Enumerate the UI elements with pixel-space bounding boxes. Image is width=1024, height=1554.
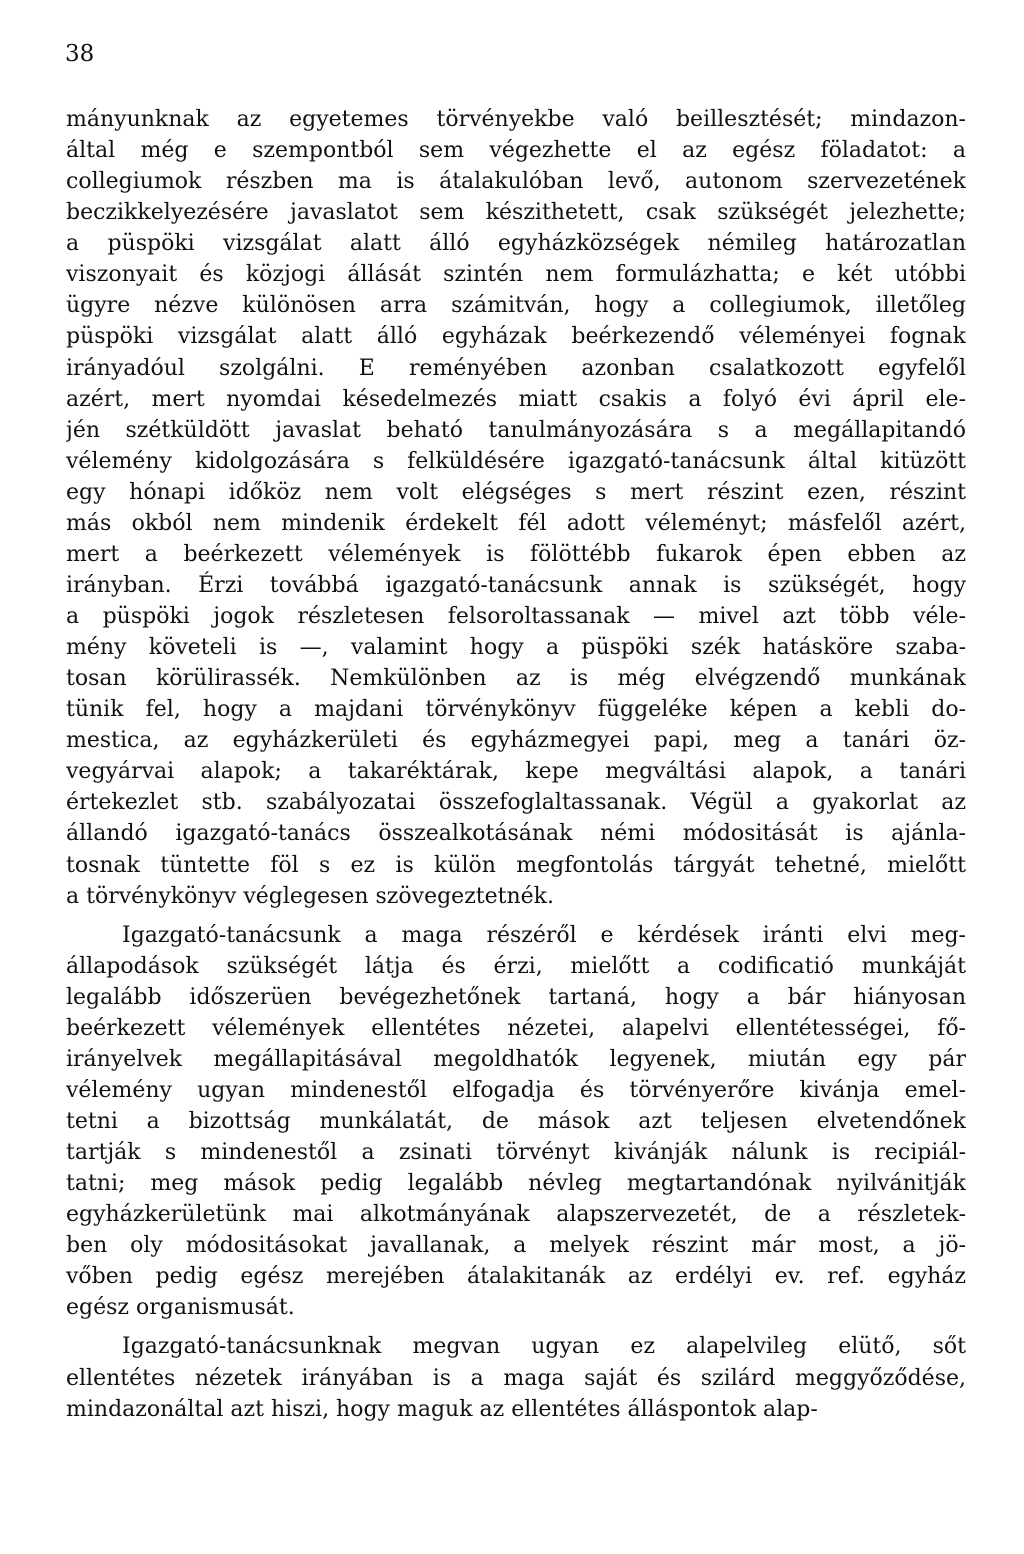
text-line: mestica, az egyházkerületi és egyházmegyei papi, meg a tanári öz- — [66, 728, 966, 754]
text-line: mányunknak az egyetemes törvényekbe való beillesztését; mindazon- — [66, 107, 966, 132]
paragraph-gap — [66, 1323, 966, 1331]
text-line: a törvénykönyv véglegesen szövegeztetnék. — [66, 883, 554, 909]
text-line: mert a beérkezett vélemények is fölöttébb fukarok épen ebben az — [66, 541, 966, 567]
text-line: más okból nem mindenik érdekelt fél adott véleményt; másfelől azért, — [66, 510, 966, 536]
text-line: püspöki vizsgálat alatt álló egyházak beérkezendő véleményei fognak — [66, 324, 966, 350]
text-line: egész organismusát. — [66, 1295, 295, 1321]
text-line: legalább időszerüen bevégezhetőnek tartaná, hogy a bár hiányosan — [66, 984, 966, 1010]
paragraph — [66, 1331, 966, 1424]
text-line: irányelvek megállapitásával megoldhatók legyenek, miután egy pár — [66, 1046, 966, 1072]
text-line: tünik fel, hogy a majdani törvénykönyv függeléke képen a kebli do- — [66, 697, 966, 723]
text-line: azért, mert nyomdai késedelmezés miatt csakis a folyó évi ápril ele- — [66, 386, 966, 412]
text-line: tosan körülirassék. Nemkülönben az is még elvégzendő munkának — [66, 666, 966, 692]
text-line: viszonyait és közjogi állását szintén nem formulázhatta; e két utóbbi — [66, 262, 966, 288]
text-line: mindazonáltal azt hiszi, hogy maguk az ellentétes álláspontok alap- — [66, 1396, 818, 1422]
text-line: irányadóul szolgálni. E reményében azonban csalatkozott egyfelől — [66, 355, 966, 381]
text-line: beczikkelyezésére javaslatot sem készithetett, csak szükségét jelezhette; — [66, 200, 966, 226]
text-line: állapodások szükségét látja és érzi, mielőtt a codificatió munkáját — [66, 953, 966, 979]
page-number: 38 — [65, 41, 95, 67]
text-line: vélemény kidolgozására s felküldésére igazgató-tanácsunk által kitüzött — [66, 448, 966, 474]
text-line: értekezlet stb. szabályozatai összefoglaltassanak. Végül a gyakorlat az — [66, 790, 966, 816]
text-line: ügyre nézve különösen arra számitván, hogy a collegiumok, illetőleg — [66, 293, 966, 319]
paragraph-gap — [66, 912, 966, 920]
text-line: ben oly módositásokat javallanak, a melyek részint már most, a jö- — [66, 1233, 966, 1259]
text-line: ellentétes nézetek irányában is a maga saját és szilárd meggyőződése, — [66, 1365, 966, 1391]
text-line: tatni; meg mások pedig legalább névleg megtartandónak nyilvánitják — [66, 1171, 966, 1197]
text-line: collegiumok részben ma is átalakulóban levő, autonom szervezetének — [66, 169, 966, 195]
text-line: Igazgató-tanácsunk a maga részéről e kérdések iránti elvi meg- — [122, 922, 966, 948]
paragraph — [66, 104, 966, 912]
text-line: vélemény ugyan mindenestől elfogadja és törvényerőre kivánja emel- — [66, 1077, 966, 1103]
text-line: egy hónapi időköz nem volt elégséges s mert részint ezen, részint — [66, 479, 966, 505]
text-line: tartják s mindenestől a zsinati törvényt kivánják nálunk is recipiál- — [66, 1140, 966, 1166]
text-line: tetni a bizottság munkálatát, de mások azt teljesen elvetendőnek — [66, 1109, 966, 1134]
text-line: mény követeli is —, valamint hogy a püspöki szék hatásköre szaba- — [66, 635, 966, 661]
paragraph — [66, 920, 966, 1324]
text-line: egyházkerületünk mai alkotmányának alapszervezetét, de a részletek- — [66, 1202, 966, 1228]
text-line: Igazgató-tanácsunknak megvan ugyan ez alapelvileg elütő, sőt — [122, 1334, 966, 1360]
text-line: tosnak tüntette föl s ez is külön megfontolás tárgyát tehetné, mielőtt — [66, 852, 966, 878]
text-line: jén szétküldött javaslat beható tanulmányozására s a megállapitandó — [66, 417, 966, 443]
text-line: a püspöki jogok részletesen felsoroltassanak — mivel azt több véle- — [66, 604, 966, 629]
text-line: a püspöki vizsgálat alatt álló egyházközségek némileg határozatlan — [66, 231, 966, 257]
text-line: irányban. Érzi továbbá igazgató-tanácsunk annak is szükségét, hogy — [66, 572, 966, 598]
body-text — [66, 104, 966, 1425]
text-line: vegyárvai alapok; a takaréktárak, kepe megváltási alapok, a tanári — [66, 759, 966, 785]
text-line: állandó igazgató-tanács összealkotásának némi módositását is ajánla- — [66, 821, 966, 847]
text-line: beérkezett vélemények ellentétes nézetei, alapelvi ellentétességei, fő- — [66, 1015, 966, 1041]
text-line: vőben pedig egész merejében átalakitanák az erdélyi ev. ref. egyház — [66, 1264, 966, 1290]
text-line: által még e szempontból sem végezhette el az egész föladatot: a — [66, 138, 966, 164]
